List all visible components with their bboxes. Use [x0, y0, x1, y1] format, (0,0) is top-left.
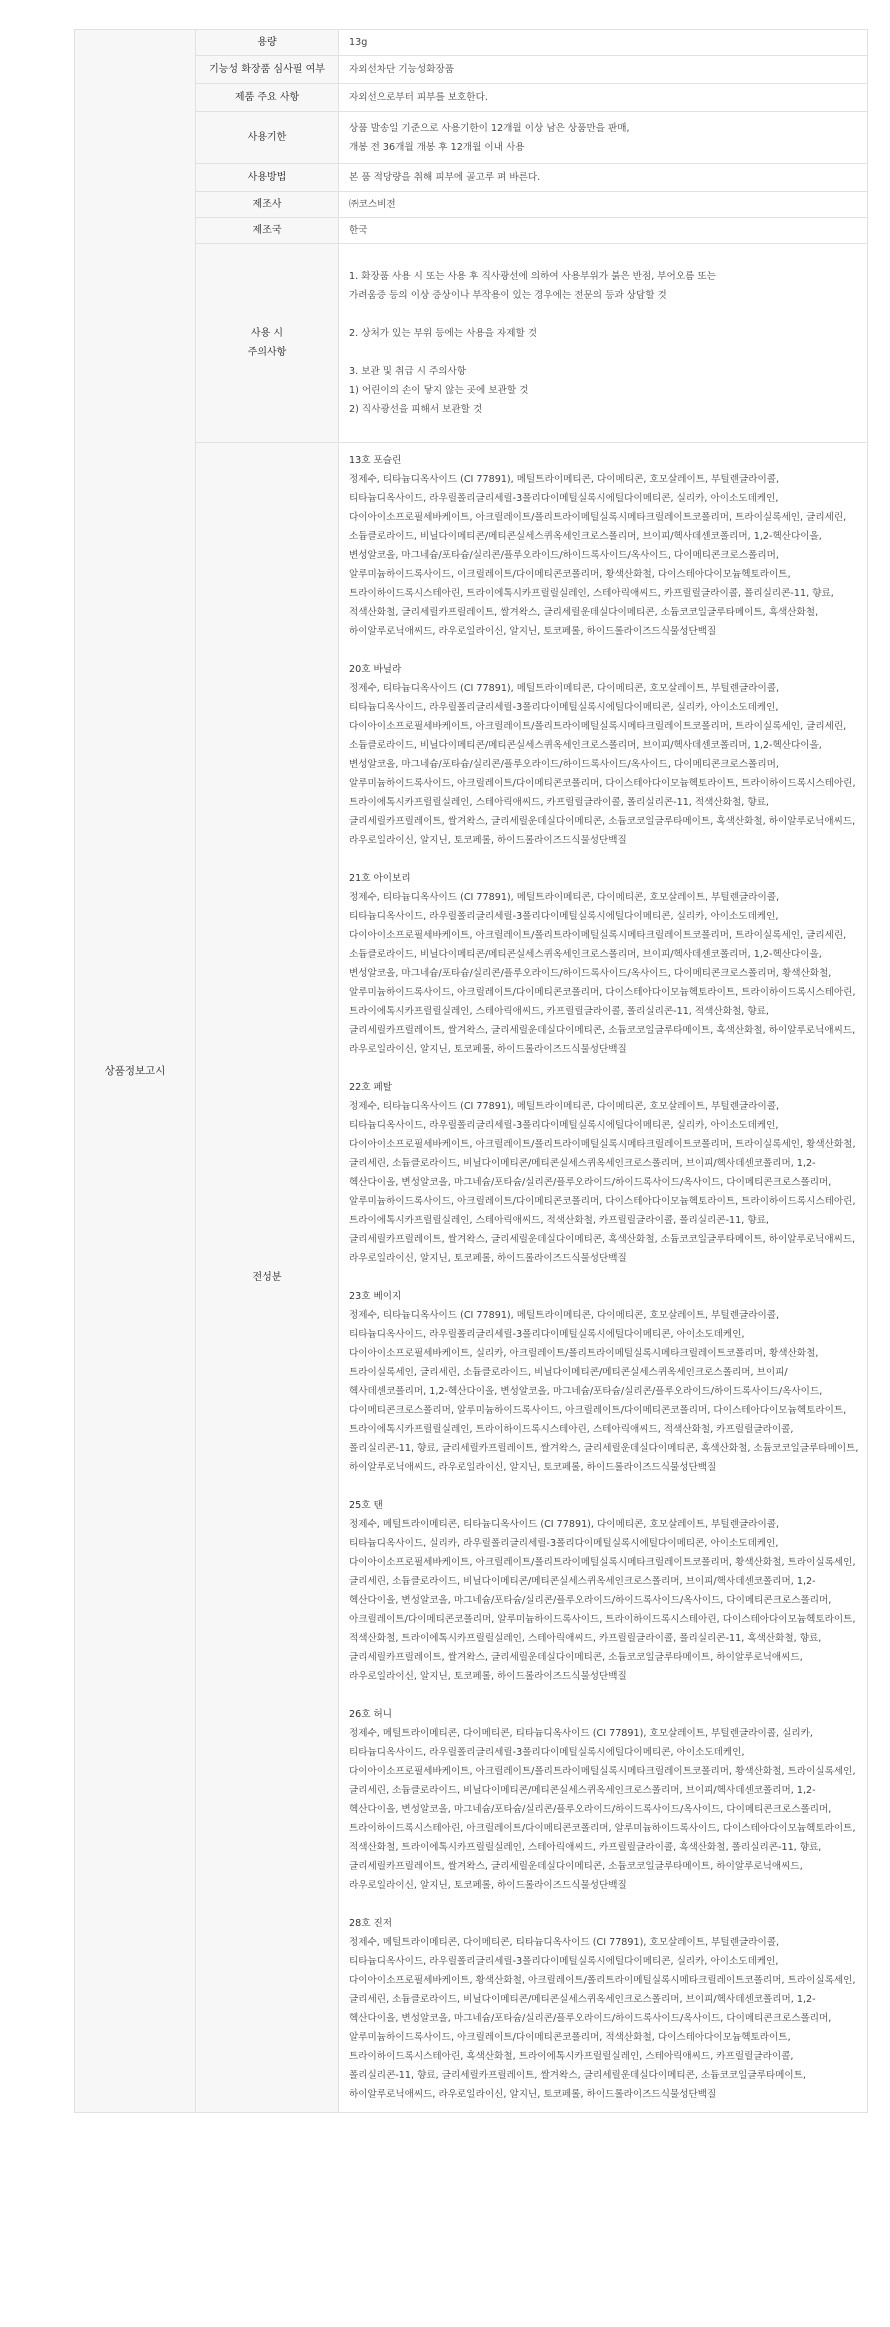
label-main-points: 제품 주요 사항: [196, 84, 339, 112]
ingredient-block-20: [349, 660, 859, 850]
value-manufacturer: ㈜코스비전: [339, 192, 868, 218]
ingredient-shade-name: 25호 탠: [349, 1500, 383, 1511]
ingredient-list: 정제수, 티타늄디옥사이드 (CI 77891), 메틸트라이메티콘, 다이메티콘, 호모살레이트, 부틸렌글라이콜, 티타늄디옥사이드, 라우릴폴리글리세릴-3폴리다이메틸실록시에틸다이메티콘, 실리카, 아이소도데케인, 다이아이소프로필세바케이트, 아크릴레이트/폴리트라이메틸실록시메타크릴레이트코폴리머, 트라이실록세인, 글리세린, 소듐클로라이드, 비닐다이메티콘/메티콘실세스퀴옥세인크로스폴리머, 브이피/헥사데센코폴리머, 1,2-헥산다이올, 변성알코올, 마그네슘/포타슘/실리콘/플루오라이드/하이드록사이드/옥사이드, 다이메티콘크로스폴리머, 황색산화철, 알루미늄하이드록사이드, 아크릴레이트/다이메티콘코폴리머, 다이스테아다이모늄헥토라이트, 트라이하이드록시스테아린, 트라이에톡시카프릴릴실레인, 스테아릭애씨드, 카프릴릴글라이콜, 폴리실리콘-11, 적색산화철, 향료, 글리세릴카프릴레이트, 쌀겨왁스, 글리세릴운데실다이메티콘, 소듐코코일글루타메이트, 흑색산화철, 하이알루로닉애씨드, 라우로일라이신, 알지닌, 토코페롤, 하이드롤라이즈드식물성단백질: [349, 892, 856, 1055]
ingredient-shade-name: 20호 바닐라: [349, 664, 402, 675]
ingredient-shade-name: 28호 진저: [349, 1918, 393, 1929]
value-caution: [339, 244, 868, 443]
value-usage: 본 품 적당량을 취해 피부에 골고루 펴 바른다.: [339, 164, 868, 192]
ingredient-list: 정제수, 티타늄디옥사이드 (CI 77891), 메틸트라이메티콘, 다이메티콘, 호모살레이트, 부틸렌글라이콜, 티타늄디옥사이드, 라우릴폴리글리세릴-3폴리다이메틸실록시에틸다이메티콘, 실리카, 아이소도데케인, 다이아이소프로필세바케이트, 아크릴레이트/폴리트라이메틸실록시메타크릴레이트코폴리머, 트라이실록세인, 황색산화철, 글리세린, 소듐클로라이드, 비닐다이메티콘/메티콘실세스퀴옥세인크로스폴리머, 브이피/헥사데센코폴리머, 1,2-헥산다이올, 변성알코올, 마그네슘/포타슘/실리콘/플루오라이드/하이드록사이드/옥사이드, 다이메티콘크로스폴리머, 알루미늄하이드록사이드, 아크릴레이트/다이메티콘코폴리머, 다이스테아다이모늄헥토라이트, 트라이하이드록시스테아린, 트라이에톡시카프릴릴실레인, 스테아릭애씨드, 적색산화철, 카프릴릴글라이콜, 폴리실리콘-11, 향료, 글리세릴카프릴레이트, 쌀겨왁스, 글리세릴운데실다이메티콘, 흑색산화철, 소듐코코일글루타메이트, 하이알루로닉애씨드, 라우로일라이신, 알지닌, 토코페롤, 하이드롤라이즈드식물성단백질: [349, 1101, 856, 1264]
ingredient-block-25: [349, 1496, 859, 1686]
row-capacity: [75, 30, 868, 56]
ingredient-block-22: [349, 1078, 859, 1268]
value-main-points: 자외선으로부터 피부를 보호한다.: [339, 84, 868, 112]
caution-text: 1. 화장품 사용 시 또는 사용 후 직사광선에 의하여 사용부위가 붉은 반점, 부어오름 또는 가려움증 등의 이상 증상이나 부작용이 있는 경우에는 전문의 등과 상담할 것 2. 상처가 있는 부위 등에는 사용을 자제할 것 3. 보관 및 취급 시 주의사항 1) 어린이의 손이 닿지 않는 곳에 보관할 것 2) 직사광선을 피해서 보관할 것: [349, 271, 716, 415]
ingredient-block-21: [349, 869, 859, 1059]
ingredient-list: 정제수, 메틸트라이메티콘, 다이메티콘, 티타늄디옥사이드 (CI 77891), 호모살레이트, 부틸렌글라이콜, 티타늄디옥사이드, 라우릴폴리글리세릴-3폴리다이메틸실록시에틸다이메티콘, 실리카, 아이소도데케인, 다이아이소프로필세바케이트, 황색산화철, 아크릴레이트/폴리트라이메틸실록시메타크릴레이트코폴리머, 트라이실록세인, 글리세린, 소듐클로라이드, 비닐다이메티콘/메티콘실세스퀴옥세인크로스폴리머, 브이피/헥사데센코폴리머, 1,2-헥산다이올, 변성알코올, 마그네슘/포타슘/실리콘/플루오라이드/하이드록사이드/옥사이드, 다이메티콘크로스폴리머, 알루미늄하이드록사이드, 아크릴레이트/다이메티콘코폴리머, 적색산화철, 다이스테아다이모늄헥토라이트, 트라이하이드록시스테아린, 흑색산화철, 트라이에톡시카프릴릴실레인, 스테아릭애씨드, 카프릴릴글라이콜, 폴리실리콘-11, 향료, 글리세릴카프릴레이트, 쌀겨왁스, 글리세릴운데실다이메티콘, 소듐코코일글루타메이트, 하이알루로닉애씨드, 라우로일라이신, 알지닌, 토코페롤, 하이드롤라이즈드식물성단백질: [349, 1937, 856, 2100]
value-capacity: 13g: [339, 30, 868, 56]
label-expiry: 사용기한: [196, 112, 339, 164]
ingredient-shade-name: 13호 포슬린: [349, 455, 402, 466]
label-country: 제조국: [196, 218, 339, 244]
section-title: 상품정보고시: [75, 30, 196, 2113]
ingredient-list: 정제수, 메틸트라이메티콘, 다이메티콘, 티타늄디옥사이드 (CI 77891), 호모살레이트, 부틸렌글라이콜, 실리카, 티타늄디옥사이드, 라우릴폴리글리세릴-3폴리다이메틸실록시에틸다이메티콘, 아이소도데케인, 다이아이소프로필세바케이트, 아크릴레이트/폴리트라이메틸실록시메타크릴레이트코폴리머, 황색산화철, 트라이실록세인, 글리세린, 소듐클로라이드, 비닐다이메티콘/메티콘실세스퀴옥세인크로스폴리머, 브이피/헥사데센코폴리머, 1,2-헥산다이올, 변성알코올, 마그네슘/포타슘/실리콘/플루오라이드/하이드록사이드/옥사이드, 다이메티콘크로스폴리머, 트라이하이드록시스테아린, 아크릴레이트/다이메티콘코폴리머, 알루미늄하이드록사이드, 다이스테아다이모늄헥토라이트, 적색산화철, 트라이에톡시카프릴릴실레인, 스테아릭애씨드, 카프릴릴글라이콜, 흑색산화철, 폴리실리콘-11, 향료, 글리세릴카프릴레이트, 쌀겨왁스, 글리세릴운데실다이메티콘, 소듐코코일글루타메이트, 하이알루로닉애씨드, 라우로일라이신, 알지닌, 토코페롤, 하이드롤라이즈드식물성단백질: [349, 1728, 856, 1891]
value-country: 한국: [339, 218, 868, 244]
ingredient-block-23: [349, 1287, 859, 1477]
ingredient-block-13: [349, 451, 859, 641]
value-functional: 자외선차단 기능성화장품: [339, 56, 868, 84]
ingredient-list: 정제수, 티타늄디옥사이드 (CI 77891), 메틸트라이메티콘, 다이메티콘, 호모살레이트, 부틸렌글라이콜, 티타늄디옥사이드, 라우릴폴리글리세릴-3폴리다이메틸실록시에틸다이메티콘, 실리카, 아이소도데케인, 다이아이소프로필세바케이트, 아크릴레이트/폴리트라이메틸실록시메타크릴레이트코폴리머, 트라이실록세인, 글리세린, 소듐클로라이드, 비닐다이메티콘/메티콘실세스퀴옥세인크로스폴리머, 브이피/헥사데센코폴리머, 1,2-헥산다이올, 변성알코올, 마그네슘/포타슘/실리콘/플루오라이드/하이드록사이드/옥사이드, 다이메티콘크로스폴리머, 알루미늄하이드록사이드, 이크릴레이트/다이메티콘코폴리머, 황색산화철, 다이스테아다이모늄헥토라이트, 트라이하이드록시스테아린, 트라이에톡시카프릴릴실레인, 스테아릭애씨드, 카프릴릴글라이콜, 폴리실리콘-11, 향료, 적색산화철, 글리세릴카프릴레이트, 쌀겨왁스, 글리세릴운데실다이메티콘, 소듐코코일글루타메이트, 흑색산화철, 하이알루로닉애씨드, 라우로일라이신, 알지닌, 토코페롤, 하이드롤라이즈드식물성단백질: [349, 474, 847, 637]
ingredient-list: 정제수, 메틸트라이메티콘, 티타늄디옥사이드 (CI 77891), 다이메티콘, 호모살레이트, 부틸렌글라이콜, 티타늄디옥사이드, 실리카, 라우릴폴리글리세릴-3폴리다이메틸실록시에틸다이메티콘, 아이소도데케인, 다이아이소프로필세바케이트, 아크릴레이트/폴리트라이메틸실록시메타크릴레이트코폴리머, 황색산화철, 트라이실록세인, 글리세린, 소듐클로라이드, 비닐다이메티콘/메티콘실세스퀴옥세인크로스폴리머, 브이피/헥사데센코폴리머, 1,2-헥산다이올, 변성알코올, 마그네슘/포타슘/실리콘/플루오라이드/하이드록사이드/옥사이드, 다이메티콘크로스폴리머, 아크릴레이트/다이메티콘코폴리머, 알루미늄하이드록사이드, 트라이하이드록시스테아린, 다이스테아다이모늄헥토라이트, 적색산화철, 트라이에톡시카프릴릴실레인, 스테아릭애씨드, 카프릴릴글라이콜, 폴리실리콘-11, 흑색산화철, 향료, 글리세릴카프릴레이트, 쌀겨왁스, 글리세릴운데실다이메티콘, 소듐코코일글루타메이트, 하이알루로닉애씨드, 라우로일라이신, 알지닌, 토코페롤, 하이드롤라이즈드식물성단백질: [349, 1519, 856, 1682]
ingredient-block-28: [349, 1914, 859, 2104]
product-info-table: [74, 29, 868, 2113]
ingredient-shade-name: 23호 베이지: [349, 1291, 402, 1302]
label-manufacturer: 제조사: [196, 192, 339, 218]
ingredient-shade-name: 21호 아이보리: [349, 873, 411, 884]
value-ingredients: [339, 443, 868, 2113]
ingredient-block-26: [349, 1705, 859, 1895]
label-ingredients: 전성분: [196, 443, 339, 2113]
label-caution: 사용 시 주의사항: [196, 244, 339, 443]
label-functional: 기능성 화장품 심사필 여부: [196, 56, 339, 84]
ingredient-list: 정제수, 티타늄디옥사이드 (CI 77891), 메틸트라이메티콘, 다이메티콘, 호모살레이트, 부틸렌글라이콜, 티타늄디옥사이드, 라우릴폴리글리세릴-3폴리다이메틸실록시에틸다이메티콘, 아이소도데케인, 다이아이소프로필세바케이트, 실리카, 아크릴레이트/폴리트라이메틸실록시메타크릴레이트코폴리머, 황색산화철, 트라이실록세인, 글리세린, 소듐클로라이드, 비닐다이메티콘/메티콘실세스퀴옥세인크로스폴리머, 브이피/헥사데센코폴리머, 1,2-헥산다이올, 변성알코올, 마그네슘/포타슘/실리콘/플루오라이드/하이드록사이드/옥사이드, 다이메티콘크로스폴리머, 알루미늄하이드록사이드, 아크릴레이트/다이메티콘코폴리머, 다이스테아다이모늄헥토라이트, 트라이에톡시카프릴릴실레인, 트라이하이드록시스테아린, 스테아릭애씨드, 적색산화철, 카프릴릴글라이콜, 폴리실리콘-11, 향료, 글리세릴카프릴레이트, 쌀겨왁스, 글리세릴운데실다이메티콘, 흑색산화철, 소듐코코일글루타메이트, 하이알루로닉애씨드, 라우로일라이신, 알지닌, 토코페롤, 하이드롤라이즈드식물성단백질: [349, 1310, 859, 1473]
ingredient-list: 정제수, 티타늄디옥사이드 (CI 77891), 메틸트라이메티콘, 다이메티콘, 호모살레이트, 부틸렌글라이콜, 티타늄디옥사이드, 라우릴폴리글리세릴-3폴리다이메틸실록시에틸다이메티콘, 실리카, 아이소도데케인, 다이아이소프로필세바케이트, 아크릴레이트/폴리트라이메틸실록시메타크릴레이트코폴리머, 트라이실록세인, 글리세린, 소듐클로라이드, 비닐다이메티콘/메티콘실세스퀴옥세인크로스폴리머, 브이피/헥사데센코폴리머, 1,2-헥산다이올, 변성알코올, 마그네슘/포타슘/실리콘/플루오라이드/하이드록사이드/옥사이드, 다이메티콘크로스폴리머, 알루미늄하이드록사이드, 아크릴레이트/다이메티콘코폴리머, 다이스테아다이모늄헥토라이트, 트라이하이드록시스테아린, 트라이에톡시카프릴릴실레인, 스테아릭애씨드, 카프릴릴글라이콜, 폴리실리콘-11, 적색산화철, 향료, 글리세릴카프릴레이트, 쌀겨왁스, 글리세릴운데실다이메티콘, 소듐코코일글루타메이트, 흑색산화철, 하이알루로닉애씨드, 라우로일라이신, 알지닌, 토코페롤, 하이드롤라이즈드식물성단백질: [349, 683, 856, 846]
label-usage: 사용방법: [196, 164, 339, 192]
ingredient-shade-name: 22호 페탈: [349, 1082, 393, 1093]
product-info-notice: [74, 29, 868, 2113]
ingredient-shade-name: 26호 허니: [349, 1709, 393, 1720]
value-expiry: 상품 발송일 기준으로 사용기한이 12개월 이상 남은 상품만을 판매, 개봉 전 36개월 개봉 후 12개월 이내 사용: [339, 112, 868, 164]
label-capacity: 용량: [196, 30, 339, 56]
